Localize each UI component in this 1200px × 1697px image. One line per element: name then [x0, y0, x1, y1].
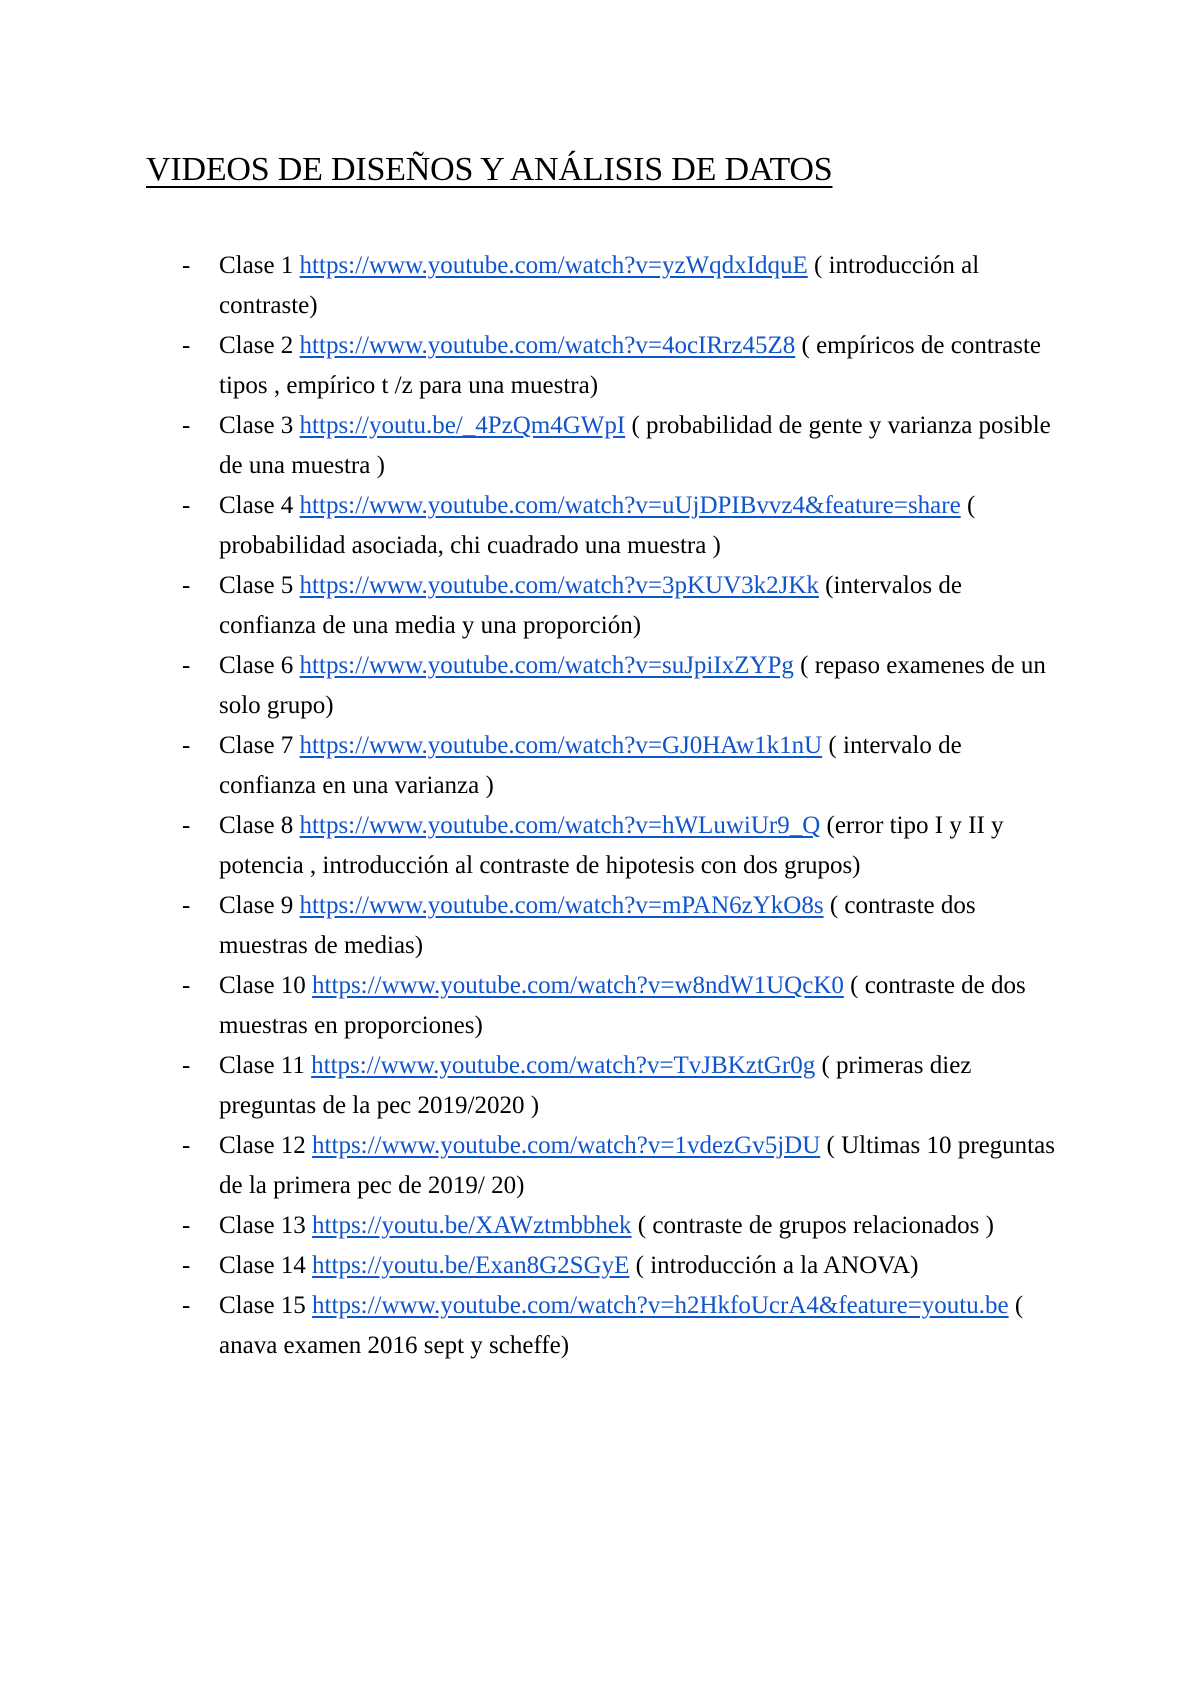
- class-label: Clase 13: [219, 1212, 306, 1239]
- video-link[interactable]: https://www.youtube.com/watch?v=hWLuwiUr9_Q: [299, 812, 821, 839]
- video-link[interactable]: https://youtu.be/Exan8G2SGyE: [312, 1252, 630, 1279]
- class-description: ( Ultimas 10 preguntas de la primera pec de 2019/ 20): [219, 1132, 1055, 1199]
- video-link[interactable]: https://www.youtube.com/watch?v=TvJBKztGr0g: [311, 1052, 816, 1079]
- video-link[interactable]: https://www.youtube.com/watch?v=h2HkfoUcrA4&feature=youtu.be: [312, 1292, 1009, 1319]
- class-label: Clase 1: [219, 252, 294, 279]
- page-title: VIDEOS DE DISEÑOS Y ANÁLISIS DE DATOS: [146, 151, 833, 188]
- video-link[interactable]: https://www.youtube.com/watch?v=uUjDPIBvvz4&feature=share: [299, 492, 961, 519]
- bullet-dash: -: [182, 1292, 191, 1319]
- bullet-dash: -: [182, 1052, 191, 1079]
- video-link[interactable]: https://www.youtube.com/watch?v=3pKUV3k2JKk: [299, 572, 819, 599]
- bullet-dash: -: [182, 892, 191, 919]
- list-item: [0, 566, 1200, 646]
- list-item: [0, 1206, 1200, 1246]
- class-description: ( empíricos de contraste tipos , empírico t /z para una muestra): [219, 332, 1041, 399]
- video-link[interactable]: https://www.youtube.com/watch?v=yzWqdxIdquE: [299, 252, 808, 279]
- list-item: [0, 966, 1200, 1046]
- list-item: [0, 1246, 1200, 1286]
- class-label: Clase 12: [219, 1132, 306, 1159]
- class-label: Clase 6: [219, 652, 294, 679]
- class-label: Clase 9: [219, 892, 294, 919]
- class-description: ( primeras diez preguntas de la pec 2019/2020 ): [219, 1052, 972, 1119]
- video-link[interactable]: https://youtu.be/XAWztmbbhek: [312, 1212, 632, 1239]
- bullet-dash: -: [182, 652, 191, 679]
- class-label: Clase 5: [219, 572, 294, 599]
- class-description: ( contraste dos muestras de medias): [219, 892, 976, 959]
- bullet-dash: -: [182, 252, 191, 279]
- bullet-dash: -: [182, 1132, 191, 1159]
- class-description: ( intervalo de confianza en una varianza ): [219, 732, 962, 799]
- bullet-dash: -: [182, 572, 191, 599]
- class-label: Clase 14: [219, 1252, 306, 1279]
- class-description: (intervalos de confianza de una media y una proporción): [219, 572, 962, 639]
- bullet-dash: -: [182, 812, 191, 839]
- class-label: Clase 3: [219, 412, 294, 439]
- bullet-dash: -: [182, 492, 191, 519]
- video-link[interactable]: https://www.youtube.com/watch?v=1vdezGv5jDU: [312, 1132, 821, 1159]
- class-description: (error tipo I y II y potencia , introducción al contraste de hipotesis con dos grupos): [219, 812, 1004, 879]
- class-label: Clase 2: [219, 332, 294, 359]
- class-label: Clase 11: [219, 1052, 305, 1079]
- class-label: Clase 10: [219, 972, 306, 999]
- list-item: [0, 646, 1200, 726]
- list-item: [0, 1046, 1200, 1126]
- bullet-dash: -: [182, 1252, 191, 1279]
- video-link[interactable]: https://www.youtube.com/watch?v=GJ0HAw1k1nU: [299, 732, 823, 759]
- list-item: [0, 486, 1200, 566]
- class-label: Clase 15: [219, 1292, 306, 1319]
- class-description: ( contraste de dos muestras en proporciones): [219, 972, 1026, 1039]
- bullet-dash: -: [182, 972, 191, 999]
- video-link[interactable]: https://www.youtube.com/watch?v=suJpiIxZYPg: [299, 652, 794, 679]
- bullet-dash: -: [182, 332, 191, 359]
- list-item: [0, 886, 1200, 966]
- class-description: ( introducción al contraste): [219, 252, 980, 319]
- video-link[interactable]: https://www.youtube.com/watch?v=w8ndW1UQcK0: [312, 972, 844, 999]
- class-description: ( anava examen 2016 sept y scheffe): [219, 1292, 1024, 1359]
- class-description: ( probabilidad asociada, chi cuadrado una muestra ): [219, 492, 976, 559]
- bullet-dash: -: [182, 412, 191, 439]
- list-item: [0, 246, 1200, 326]
- list-item: [0, 1286, 1200, 1366]
- video-list: [0, 246, 1200, 1366]
- list-item: [0, 406, 1200, 486]
- list-item: [0, 806, 1200, 886]
- class-description: ( probabilidad de gente y varianza posible de una muestra ): [219, 412, 1051, 479]
- list-item: [0, 726, 1200, 806]
- class-description: ( introducción a la ANOVA): [635, 1252, 919, 1279]
- class-label: Clase 7: [219, 732, 294, 759]
- class-description: ( contraste de grupos relacionados ): [637, 1212, 994, 1239]
- bullet-dash: -: [182, 1212, 191, 1239]
- class-description: ( repaso examenes de un solo grupo): [219, 652, 1046, 719]
- video-link[interactable]: https://youtu.be/_4PzQm4GWpI: [299, 412, 626, 439]
- list-item: [0, 1126, 1200, 1206]
- class-label: Clase 8: [219, 812, 294, 839]
- video-link[interactable]: https://www.youtube.com/watch?v=mPAN6zYkO8s: [299, 892, 824, 919]
- list-item: [0, 326, 1200, 406]
- class-label: Clase 4: [219, 492, 294, 519]
- bullet-dash: -: [182, 732, 191, 759]
- video-link[interactable]: https://www.youtube.com/watch?v=4ocIRrz45Z8: [299, 332, 796, 359]
